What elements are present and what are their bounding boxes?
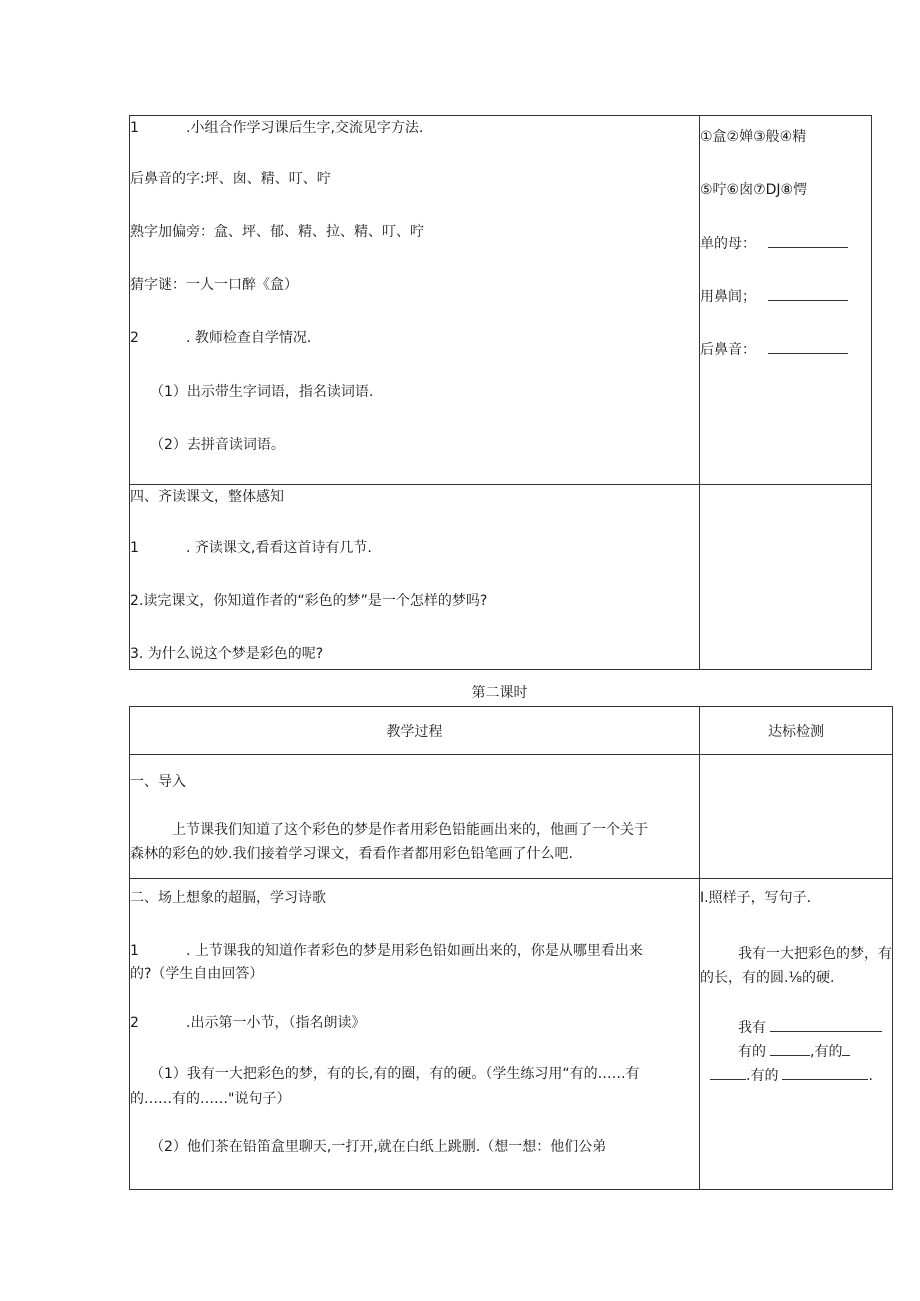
intro-heading: 一、导入 (130, 774, 186, 790)
exercise-cell (700, 879, 893, 1190)
sub-step-1: （1）出示带生字词语，指名读词语. (150, 384, 374, 400)
exercise-blank-line-1: 我有 (700, 1017, 892, 1037)
poem-step-1: 1 . 上节课我的知道作者彩色的梦是用彩色铅如画出来的，你是从哪里看出来 (130, 943, 643, 959)
exercise-blank-line-2: 有的 ,有的 (700, 1041, 892, 1061)
front-nasal-blank: 用鼻闾； (700, 286, 871, 306)
poem-sub-1-cont: 的……有的……"说句子） (130, 1091, 291, 1107)
intro-cell (130, 755, 700, 879)
single-final-blank: 单的母： (700, 233, 871, 253)
header-teaching-process: 教学过程 (130, 707, 700, 755)
table2-header-row (130, 707, 893, 755)
char-list-2: ⑤咛⑥囱⑦DJ⑧愕 (700, 182, 808, 198)
section-title: 第二课时 (471, 685, 528, 701)
answer-blank[interactable] (770, 1017, 882, 1032)
intro-paragraph-1: 上节课我们知道了这个彩色的梦是作者用彩色铅能画出来的，他画了一个关于 (172, 822, 648, 838)
answer-blank[interactable] (710, 1065, 746, 1080)
back-nasal-blank: 后鼻音： (700, 339, 871, 359)
table1-row1-right-cell (700, 116, 872, 485)
table2-row-poem (130, 879, 893, 1190)
answer-blank[interactable] (782, 1065, 868, 1080)
char-list-1: ①盒②婵③般④精 (700, 129, 807, 145)
step-1-line: 1 .小组合作学习课后生字,交流见字方法. (130, 120, 424, 136)
poem-sub-2: （2）他们茶在铅笛盒里聊天,一打开,就在白纸上跳删.（想一想：他们公弟 (150, 1139, 607, 1155)
poem-cell (130, 879, 700, 1190)
poem-heading: 二、场上想象的超膈，学习诗歌 (130, 890, 326, 906)
poem-step-2: 2 .出示第一小节，（指名朗读》 (130, 1015, 366, 1031)
lesson-table-1 (129, 115, 872, 670)
table1-row2-left-cell (130, 485, 700, 670)
poem-step-1-cont: 的?（学生自由回答） (130, 966, 264, 982)
intro-paragraph-2: 森林的彩色的妙.我们接着学习课文，看看作者都用彩色铅笔画了什么吧. (130, 846, 573, 862)
section-four-heading: 四、齐读课文，整体感知 (130, 489, 284, 505)
exercise-example-1: 我有一大把彩色的梦，有 (738, 946, 892, 962)
intro-right-cell (700, 755, 893, 879)
back-nasal-chars: 后鼻音的字:坪、囱、精、叮、咛 (130, 171, 331, 187)
exercise-instruction: I.照样子，写句子. (700, 890, 812, 906)
table2-row-intro (130, 755, 893, 879)
step-2-line: 2 . 教师检查自学情况. (130, 330, 312, 346)
answer-blank[interactable] (768, 286, 848, 301)
answer-blank[interactable] (842, 1041, 850, 1056)
question-2: 2.读完课文，你知道作者的“彩色的梦”是一个怎样的梦吗? (130, 593, 488, 609)
answer-blank[interactable] (768, 339, 848, 354)
answer-blank[interactable] (768, 233, 848, 248)
answer-blank[interactable] (770, 1041, 810, 1056)
radical-chars: 熟字加偏旁：盒、坪、郁、精、拉、精、叮、咛 (130, 224, 424, 240)
read-aloud-step: 1 . 齐读课文,看看这首诗有几节. (130, 540, 372, 556)
table1-row-1 (130, 116, 872, 485)
riddle-line: 猜字谜：一人一口醉《盒） (130, 277, 298, 293)
table1-row2-right-cell (700, 485, 872, 670)
sub-step-2: （2）去拼音读词语。 (150, 437, 285, 453)
poem-sub-1: （1）我有一大把彩色的梦，有的长,有的圈，有的硬。（学生练习用“有的……有 (150, 1066, 640, 1082)
header-assessment: 达标检测 (700, 707, 893, 755)
exercise-blank-line-3: .有的 . (700, 1065, 892, 1085)
lesson-table-2 (129, 706, 893, 1190)
exercise-example-2: 的长，有的圆.⅛的硬. (700, 970, 835, 986)
table1-row-2 (130, 485, 872, 670)
table1-row1-left-cell (130, 116, 700, 485)
question-3: 3. 为什么说这个梦是彩色的呢? (130, 646, 324, 662)
